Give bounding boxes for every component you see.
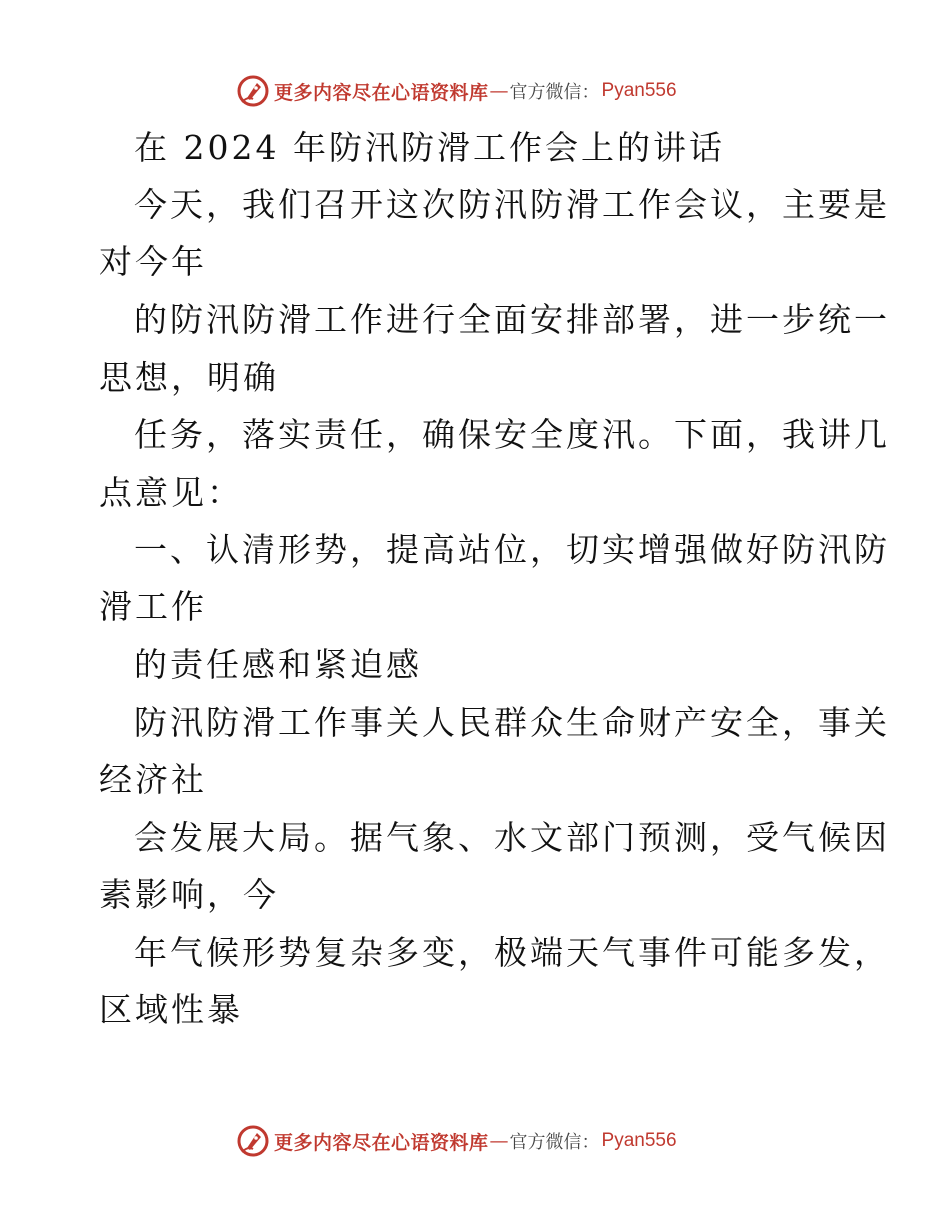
watermark-brand-text: 更多内容尽在心语资料库	[274, 81, 489, 104]
section-heading-line: 一、认清形势，提高站位，切实增强做好防汛防	[134, 530, 890, 569]
paragraph-line: 今天，我们召开这次防汛防滑工作会议，主要是	[134, 185, 890, 224]
section-heading-line: 的责任感和紧迫感	[134, 645, 422, 684]
paragraph-line: 素影响，今	[99, 875, 279, 914]
watermark-separator: —	[489, 1130, 509, 1152]
paragraph-line: 点意见：	[99, 473, 243, 512]
watermark-brand-text: 更多内容尽在心语资料库	[274, 1131, 489, 1154]
watermark-wechat-id: Pyan556	[601, 80, 677, 101]
paragraph-line: 年气候形势复杂多变，极端天气事件可能多发，	[134, 933, 890, 972]
paragraph-line: 思想，明确	[99, 358, 279, 397]
paragraph-line: 任务，落实责任，确保安全度汛。下面，我讲几	[134, 415, 890, 454]
watermark-wechat-label: 官方微信：	[509, 82, 600, 103]
paragraph-line: 会发展大局。据气象、水文部门预测，受气候因	[134, 818, 890, 857]
section-heading-line: 滑工作	[99, 587, 207, 626]
footer-watermark	[0, 1121, 950, 1161]
pen-nib-logo-icon	[236, 1124, 270, 1158]
paragraph-line: 经济社	[99, 760, 207, 799]
paragraph-line: 区域性暴	[99, 990, 243, 1029]
watermark-wechat-label: 官方微信：	[509, 1132, 600, 1153]
header-watermark	[0, 71, 950, 111]
paragraph-line: 的防汛防滑工作进行全面安排部署，进一步统一	[134, 300, 890, 339]
watermark-wechat-id: Pyan556	[601, 1130, 677, 1151]
paragraph-line: 对今年	[99, 242, 207, 281]
paragraph-line: 防汛防滑工作事关人民群众生命财产安全，事关	[134, 703, 890, 742]
document-title: 在 2024 年防汛防滑工作会上的讲话	[134, 128, 725, 167]
pen-nib-logo-icon	[236, 74, 270, 108]
watermark-separator: —	[489, 80, 509, 102]
